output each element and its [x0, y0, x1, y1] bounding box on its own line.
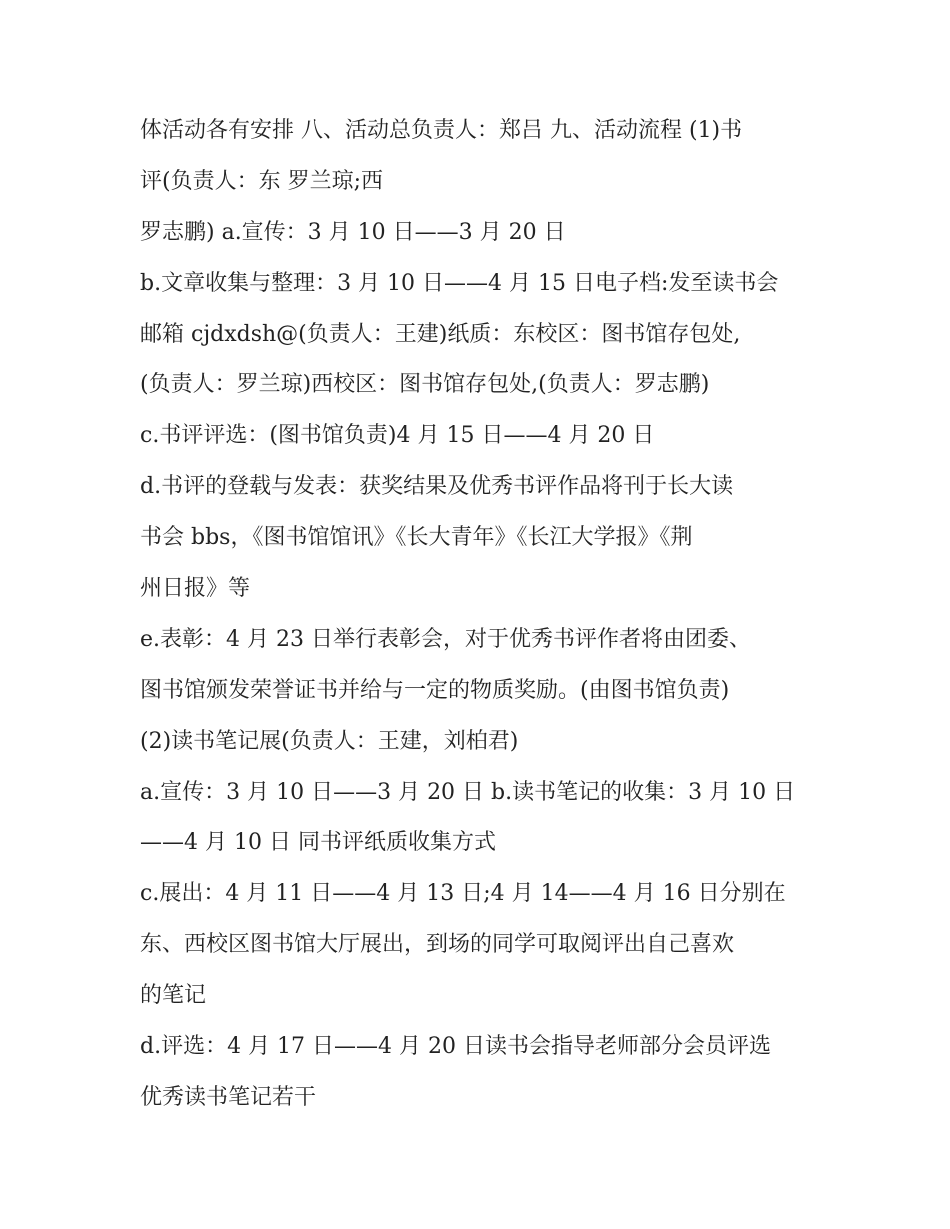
text-line: 书会 bbs，《图书馆馆讯》《长大青年》《长江大学报》《荆	[140, 525, 693, 551]
text-line: (负责人：罗兰琼)西校区：图书馆存包处,(负责人：罗志鹏)	[140, 372, 710, 398]
text-line: ——4 月 10 日 同书评纸质收集方式	[140, 830, 496, 856]
text-line: c.展出：4 月 11 日——4 月 13 日;4 月 14——4 月 16 日分别在	[140, 881, 786, 907]
text-line: 邮箱 cjdxdsh@(负责人：王建)纸质：东校区：图书馆存包处,	[140, 321, 741, 347]
text-line: 罗志鹏) a.宣传：3 月 10 日——3 月 20 日	[140, 219, 566, 245]
text-line: 体活动各有安排 八、活动总负责人：郑吕 九、活动流程 (1)书	[140, 118, 743, 143]
text-line: a.宣传：3 月 10 日——3 月 20 日 b.读书笔记的收集：3 月 10 日	[140, 779, 796, 805]
text-line: (2)读书笔记展(负责人：王建，刘柏君)	[140, 728, 519, 754]
text-line: e.表彰：4 月 23 日举行表彰会，对于优秀书评作者将由团委、	[140, 626, 751, 652]
text-line: 优秀读书笔记若干	[140, 1084, 317, 1110]
text-line: 州日报》等	[140, 576, 251, 602]
text-line: b.文章收集与整理：3 月 10 日——4 月 15 日电子档:发至读书会	[140, 270, 779, 296]
text-line: 的笔记	[140, 983, 207, 1009]
text-line: 评(负责人：东 罗兰琼;西	[140, 168, 383, 194]
document-body	[140, 106, 820, 1124]
text-line: d.书评的登载与发表：获奖结果及优秀书评作品将刊于长大读	[140, 474, 734, 500]
text-line: d.评选：4 月 17 日——4 月 20 日读书会指导老师部分会员评选	[140, 1034, 772, 1060]
text-line: 东、西校区图书馆大厅展出，到场的同学可取阅评出自己喜欢	[140, 932, 735, 958]
text-line: c.书评评选：(图书馆负责)4 月 15 日——4 月 20 日	[140, 423, 655, 449]
text-line: 图书馆颁发荣誉证书并给与一定的物质奖励。(由图书馆负责)	[140, 677, 730, 703]
